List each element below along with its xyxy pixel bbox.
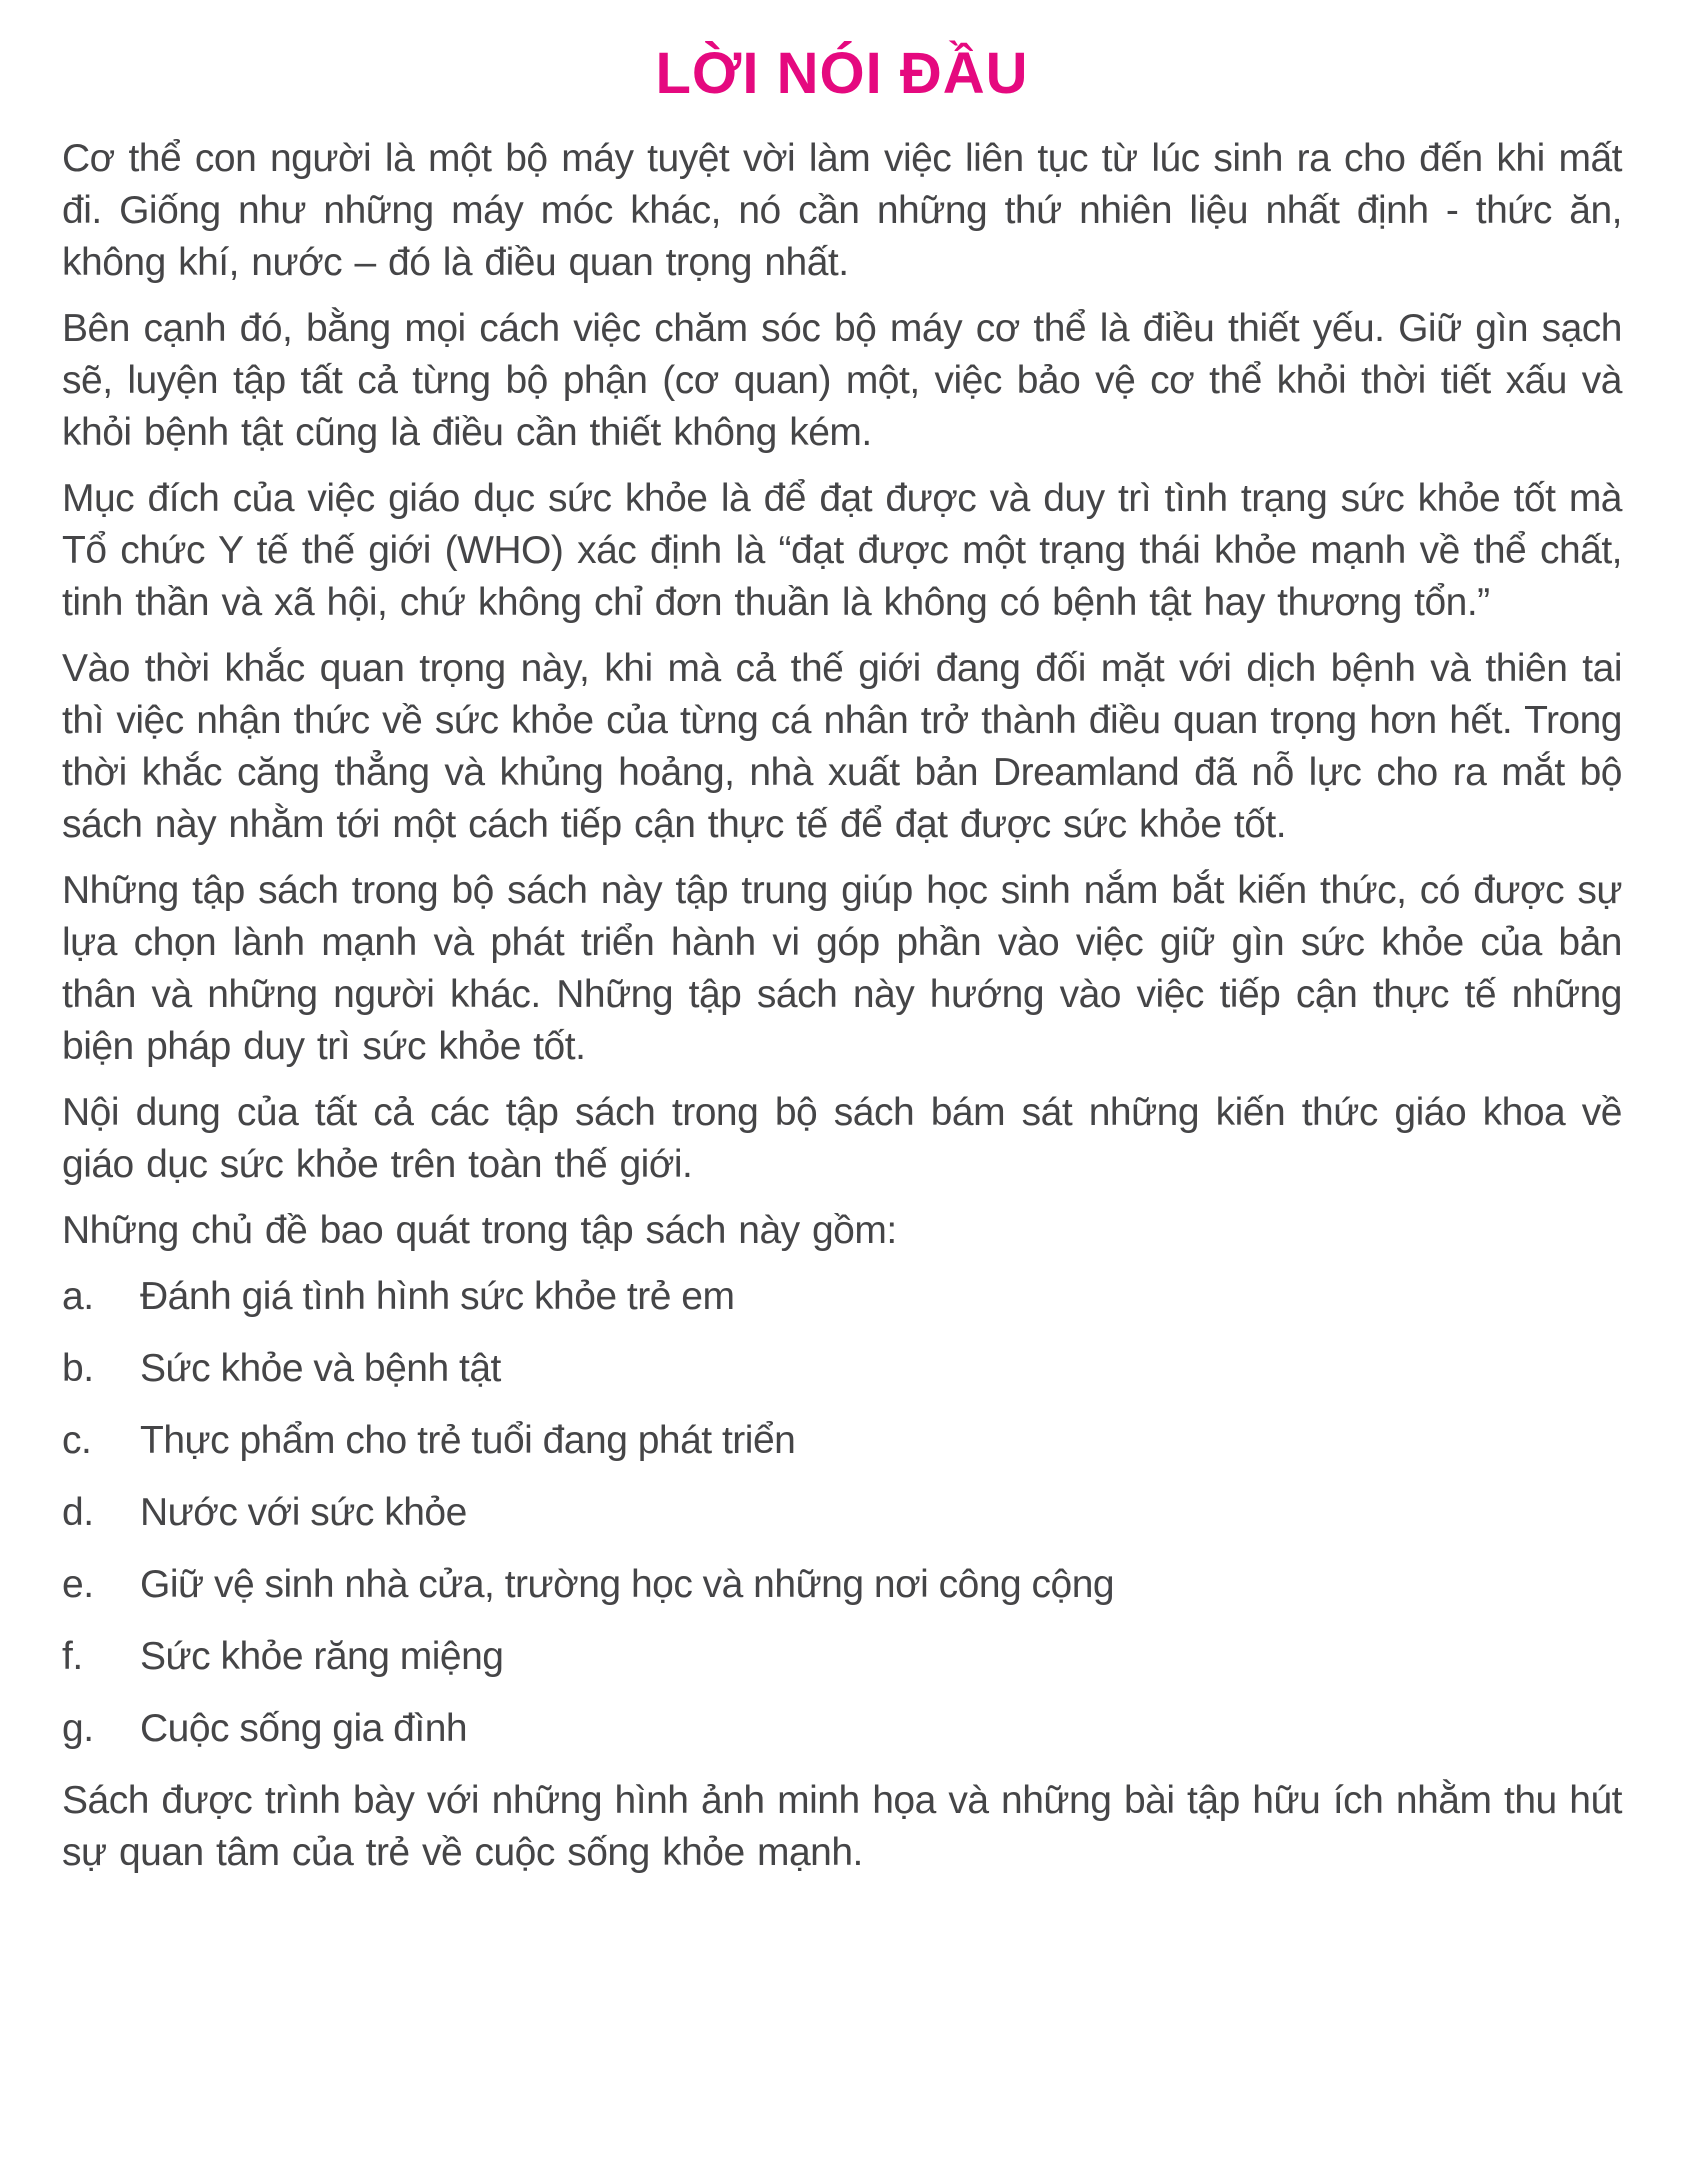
paragraph-care-of-body: Bên cạnh đó, bằng mọi cách việc chăm sóc bộ máy cơ thể là điều thiết yếu. Giữ gìn sạch sẽ, luyện tập tất cả từng bộ phận (cơ quan) một, việc bảo vệ cơ thể khỏi thời tiết xấu và khỏi bệnh tật cũng là điều cần thiết không kém.: [62, 307, 1622, 454]
paragraph-content-alignment: Nội dung của tất cả các tập sách trong bộ sách bám sát những kiến thức giáo khoa về giáo dục sức khỏe trên toàn thế giới.: [62, 1091, 1622, 1186]
list-item-text: Cuộc sống gia đình: [140, 1707, 468, 1750]
list-item-text: Sức khỏe và bệnh tật: [140, 1347, 501, 1390]
paragraph-topics-lead-in: Những chủ đề bao quát trong tập sách này gồm:: [62, 1209, 897, 1252]
list-item: [62, 1559, 1622, 1611]
list-item-text: Sức khỏe răng miệng: [140, 1635, 504, 1678]
list-item-label: b.: [62, 1347, 94, 1390]
list-item: [62, 1703, 1622, 1755]
list-item: [62, 1271, 1622, 1323]
list-item-label: f.: [62, 1635, 83, 1678]
list-item-label: c.: [62, 1419, 92, 1462]
paragraph-who-definition: Mục đích của việc giáo dục sức khỏe là để đạt được và duy trì tình trạng sức khỏe tốt mà Tổ chức Y tế thế giới (WHO) xác định là “đạt được một trạng thái khỏe mạnh về thể chất, tinh thần và xã hội, chứ không chỉ đơn thuần là không có bệnh tật hay thương tổn.”: [62, 477, 1622, 624]
list-item: [62, 1415, 1622, 1467]
list-item-label: a.: [62, 1275, 94, 1318]
list-item-text: Đánh giá tình hình sức khỏe trẻ em: [140, 1275, 735, 1318]
paragraph-series-goals: Những tập sách trong bộ sách này tập trung giúp học sinh nắm bắt kiến thức, có được sự lựa chọn lành mạnh và phát triển hành vi góp phần vào việc giữ gìn sức khỏe của bản thân và những người khác. Những tập sách này hướng vào việc tiếp cận thực tế những biện pháp duy trì sức khỏe tốt.: [62, 869, 1622, 1068]
paragraph-intro-body-machine: Cơ thể con người là một bộ máy tuyệt vời làm việc liên tục từ lúc sinh ra cho đến khi mất đi. Giống như những máy móc khác, nó cần những thứ nhiên liệu nhất định - thức ăn, không khí, nước – đó là điều quan trọng nhất.: [62, 137, 1622, 284]
list-item: [62, 1487, 1622, 1539]
topic-list: [62, 1271, 1622, 1755]
page-title: LỜI NÓI ĐẦU: [655, 41, 1029, 106]
list-item-label: g.: [62, 1707, 94, 1750]
list-item-text: Giữ vệ sinh nhà cửa, trường học và những nơi công cộng: [140, 1563, 1115, 1606]
closing-section: [62, 1775, 1622, 1879]
body-text: [62, 133, 1622, 1257]
list-item: [62, 1343, 1622, 1395]
list-item-text: Nước với sức khỏe: [140, 1491, 467, 1534]
list-item-text: Thực phẩm cho trẻ tuổi đang phát triển: [140, 1419, 796, 1462]
list-item: [62, 1631, 1622, 1683]
closing-paragraph: Sách được trình bày với những hình ảnh minh họa và những bài tập hữu ích nhằm thu hút sự quan tâm của trẻ về cuộc sống khỏe mạnh.: [62, 1779, 1622, 1874]
list-item-label: e.: [62, 1563, 94, 1606]
list-item-label: d.: [62, 1491, 94, 1534]
paragraph-publisher-context: Vào thời khắc quan trọng này, khi mà cả thế giới đang đối mặt với dịch bệnh và thiên tai thì việc nhận thức về sức khỏe của từng cá nhân trở thành điều quan trọng hơn hết. Trong thời khắc căng thẳng và khủng hoảng, nhà xuất bản Dreamland đã nỗ lực cho ra mắt bộ sách này nhằm tới một cách tiếp cận thực tế để đạt được sức khỏe tốt.: [62, 647, 1622, 846]
